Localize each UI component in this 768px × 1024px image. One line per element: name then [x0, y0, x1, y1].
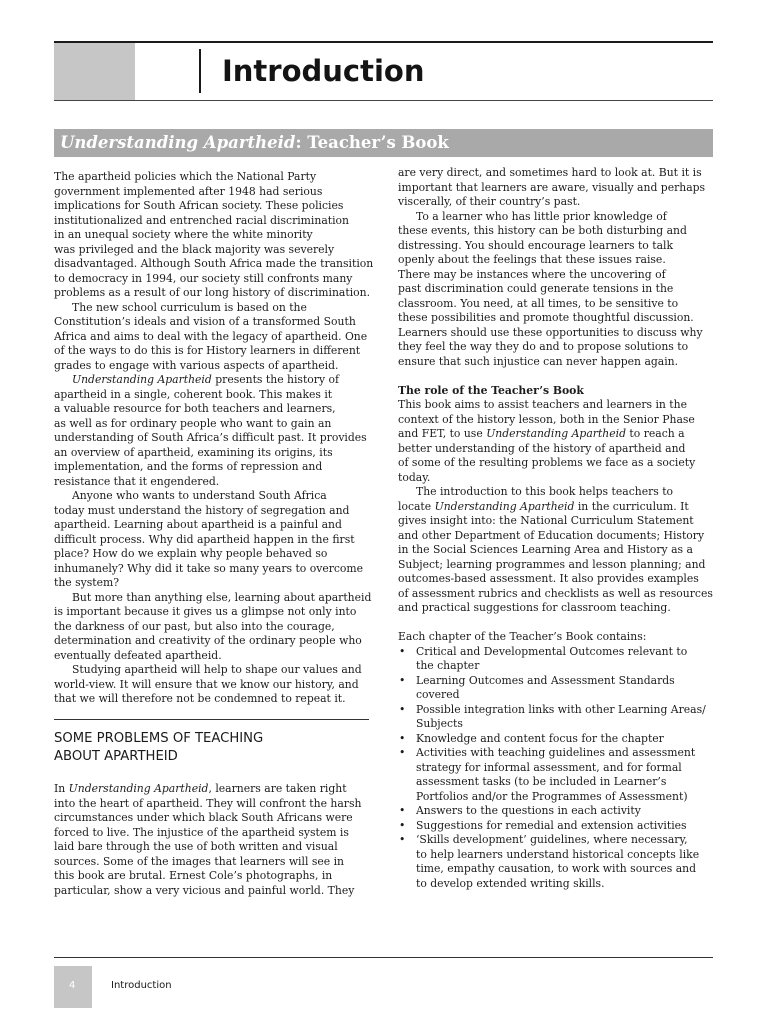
text-run: laid bare through the use of both written and visual	[54, 840, 338, 853]
text-run: , learners are taken right	[208, 782, 347, 795]
text-run: presents the history of	[211, 373, 339, 386]
text-run: and FET, to use	[398, 427, 487, 440]
book-title-italic: Understanding Apartheid	[68, 782, 209, 795]
left-paragraph-line	[54, 518, 372, 533]
text-run: forced to live. The injustice of the apartheid system is	[54, 825, 349, 839]
title-divider	[199, 49, 201, 93]
bullet-icon: •	[399, 673, 406, 687]
text-run: world-view. It will ensure that we know our history, and	[54, 677, 359, 691]
left-paragraph-line	[54, 330, 372, 345]
text-run: implications for South African society. These policies	[54, 199, 344, 212]
text-run: and practical suggestions for classroom teaching.	[398, 601, 671, 614]
text-run: locate	[398, 499, 435, 513]
banner-title-rest: : Teacher’s Book	[295, 133, 449, 152]
right-paragraphs-b	[398, 398, 716, 616]
book-title-italic: Understanding Apartheid	[486, 427, 626, 440]
text-run: difficult process. Why did apartheid happen in the first	[54, 532, 355, 546]
text-run: in the Social Sciences Learning Area and History as a	[398, 543, 693, 556]
text-run: apartheid in a single, coherent book. This makes it	[54, 387, 333, 401]
list-item-line: to help learners understand historical concepts like	[416, 847, 700, 861]
left-paragraph-line	[54, 170, 372, 185]
list-item	[398, 804, 716, 819]
right-column	[398, 166, 716, 891]
role-paragraph-line	[398, 471, 716, 486]
text-run: The new school curriculum is based on the	[72, 300, 307, 314]
text-run: distressing. You should encourage learners to talk	[398, 238, 674, 252]
left-paragraph-line	[54, 272, 372, 287]
text-run: is important because it gives us a glimpse not only into	[54, 605, 357, 618]
left-paragraph-line	[54, 547, 372, 562]
text-run: understanding of South Africa’s difficult past. It provides	[54, 431, 367, 444]
text-run: Subject; learning programmes and lesson planning; and	[398, 557, 706, 571]
bullet-icon: •	[399, 818, 406, 832]
text-run: The apartheid policies which the National Party	[54, 170, 317, 183]
list-item-line: ‘Skills development’ guidelines, where necessary,	[416, 833, 688, 846]
book-title-italic: Understanding Apartheid	[72, 373, 212, 386]
list-item-line: Knowledge and content focus for the chapter	[416, 731, 664, 745]
section-paragraph-line	[54, 826, 372, 841]
text-run: these possibilities and promote thoughtful discussion.	[398, 311, 694, 324]
role-paragraph-line	[398, 543, 716, 558]
text-run: past discrimination could generate tensions in the	[398, 282, 674, 295]
text-run: important that learners are aware, visually and perhaps	[398, 180, 706, 194]
text-run: grades to engage with various aspects of apartheid.	[54, 358, 339, 372]
text-run: Studying apartheid will help to shape our values and	[72, 663, 362, 676]
text-run: Learners should use these opportunities to discuss why	[398, 325, 703, 339]
text-run: Anyone who wants to understand South Africa	[72, 489, 327, 502]
section-rule	[54, 719, 369, 720]
text-run: implementation, and the forms of repression and	[54, 460, 323, 473]
text-run: ensure that such injustice can never happen again.	[398, 354, 679, 368]
left-paragraph-line	[54, 243, 372, 258]
page-title: Introduction	[222, 54, 425, 88]
text-run: that we will therefore not be condemned to repeat it.	[54, 692, 346, 705]
footer-rule	[54, 957, 713, 958]
left-paragraph-line	[54, 315, 372, 330]
right-paragraph-line	[398, 268, 716, 283]
text-run: classroom. You need, at all times, to be sensitive to	[398, 296, 679, 310]
text-run: an overview of apartheid, examining its origins, its	[54, 445, 333, 459]
right-paragraph-line	[398, 253, 716, 268]
left-paragraph-line	[54, 388, 372, 403]
left-paragraph-line	[54, 649, 372, 664]
section-paragraph-line	[54, 797, 372, 812]
list-item	[398, 833, 716, 891]
right-paragraph-line	[398, 166, 716, 181]
text-run: they feel the way they do and to propose solutions to	[398, 340, 689, 353]
left-column	[54, 170, 372, 707]
left-paragraph-line	[54, 257, 372, 272]
left-paragraph-line	[54, 214, 372, 229]
text-run: To a learner who has little prior knowledge of	[416, 209, 667, 223]
text-run: Africa and aims to deal with the legacy of apartheid. One	[54, 329, 368, 343]
role-paragraph-line	[398, 485, 716, 500]
right-paragraph-line	[398, 224, 716, 239]
text-run: the darkness of our past, but also into the courage,	[54, 619, 335, 633]
section-banner	[54, 129, 713, 157]
text-run: inhumanely? Why did it take so many years to overcome	[54, 561, 364, 575]
left-paragraph-line	[54, 373, 372, 388]
list-item-line: Activities with teaching guidelines and assessment	[416, 746, 696, 759]
section-paragraph-line	[54, 884, 372, 899]
left-paragraph-line	[54, 562, 372, 577]
role-paragraph-line	[398, 398, 716, 413]
text-run: place? How do we explain why people behaved so	[54, 547, 328, 560]
role-paragraph-line	[398, 558, 716, 573]
section-paragraph-line	[54, 855, 372, 870]
text-run: apartheid. Learning about apartheid is a painful and	[54, 518, 342, 531]
text-run: determination and creativity of the ordinary people who	[54, 634, 362, 647]
text-run: institutionalized and entrenched racial discrimination	[54, 213, 350, 227]
section-heading-line-1: SOME PROBLEMS OF TEACHING	[54, 731, 264, 746]
bullet-icon: •	[399, 746, 406, 759]
left-paragraph-line	[54, 663, 372, 678]
role-paragraph-line	[398, 427, 716, 442]
text-run: gives insight into: the National Curriculum Statement	[398, 514, 694, 527]
text-run: to reach a	[626, 427, 685, 440]
bullet-icon: •	[399, 731, 406, 745]
text-run: This book aims to assist teachers and learners in the	[398, 398, 687, 411]
text-run: was privileged and the black majority was severely	[54, 242, 335, 256]
text-run: of some of the resulting problems we face as a society	[398, 456, 696, 469]
list-item-line: Subjects	[416, 717, 463, 730]
text-run: the system?	[54, 576, 120, 589]
list-item	[398, 645, 716, 674]
text-run: But more than anything else, learning about apartheid	[72, 590, 372, 604]
text-run: There may be instances where the uncovering of	[398, 267, 666, 281]
text-run: eventually defeated apartheid.	[54, 648, 222, 662]
section-paragraph-line	[54, 782, 372, 797]
text-run: better understanding of the history of apartheid and	[398, 441, 686, 455]
text-run: these events, this history can be both disturbing and	[398, 224, 687, 237]
footer-section-label: Introduction	[111, 980, 172, 991]
right-paragraphs-a	[398, 166, 716, 369]
left-paragraph-line	[54, 692, 372, 707]
left-paragraph-line	[54, 605, 372, 620]
left-paragraph-line	[54, 417, 372, 432]
text-run: a valuable resource for both teachers and learners,	[54, 402, 336, 415]
role-paragraph-line	[398, 514, 716, 529]
left-paragraph-line	[54, 620, 372, 635]
list-item-line: assessment tasks (to be included in Learner’s	[416, 775, 667, 788]
bullet-icon: •	[399, 804, 406, 817]
section-paragraph-line	[54, 811, 372, 826]
section-heading-line-2: ABOUT APARTHEID	[54, 748, 178, 764]
text-run: context of the history lesson, both in the Senior Phase	[398, 412, 695, 426]
banner-title-italic: Understanding Apartheid	[60, 133, 296, 152]
text-run: government implemented after 1948 had serious	[54, 184, 323, 198]
page-number-box	[54, 966, 92, 1008]
left-paragraph-line	[54, 504, 372, 519]
text-run: into the heart of apartheid. They will confront the harsh	[54, 796, 362, 810]
text-run: particular, show a very vicious and painful world. They	[54, 883, 355, 897]
section-paragraph-line	[54, 869, 372, 884]
left-paragraph-line	[54, 359, 372, 374]
text-run: resistance that it engendered.	[54, 474, 220, 488]
role-paragraph-line	[398, 413, 716, 428]
text-run: this book are brutal. Ernest Cole’s photographs, in	[54, 869, 333, 882]
right-paragraph-line	[398, 282, 716, 297]
text-run: problems as a result of our long history of discrimination.	[54, 286, 371, 299]
right-paragraph-line	[398, 210, 716, 225]
text-run: and other Department of Education documents; History	[398, 528, 705, 542]
text-run: to democracy in 1994, our society still confronts many	[54, 271, 353, 285]
text-run: in the curriculum. It	[574, 499, 689, 513]
list-item-line: Suggestions for remedial and extension activities	[416, 818, 687, 832]
list-item	[398, 703, 716, 732]
text-run: In	[54, 782, 69, 795]
bullet-icon: •	[399, 833, 406, 846]
left-paragraph-line	[54, 591, 372, 606]
role-paragraph-line	[398, 601, 716, 616]
role-heading: The role of the Teacher’s Book	[398, 383, 584, 397]
right-paragraph-line	[398, 297, 716, 312]
role-paragraph-line	[398, 456, 716, 471]
text-run: today must understand the history of segregation and	[54, 503, 350, 517]
text-run: are very direct, and sometimes hard to look at. But it is	[398, 166, 702, 179]
left-paragraph-line	[54, 301, 372, 316]
left-paragraph-line	[54, 678, 372, 693]
list-item-line: time, empathy causation, to work with sources and	[416, 862, 697, 875]
right-paragraph-line	[398, 181, 716, 196]
left-paragraph-line	[54, 199, 372, 214]
right-paragraph-line	[398, 326, 716, 341]
left-paragraph-line	[54, 460, 372, 475]
list-item	[398, 819, 716, 834]
list-item-line: Possible integration links with other Learning Areas/	[416, 702, 706, 716]
text-run: openly about the feelings that these issues raise.	[398, 253, 666, 266]
text-run: today.	[398, 470, 431, 484]
list-item	[398, 732, 716, 747]
left-paragraph-line	[54, 431, 372, 446]
left-paragraph-line	[54, 344, 372, 359]
role-paragraph-line	[398, 500, 716, 515]
section-heading	[54, 730, 263, 765]
text-run: of the ways to do this is for History learners in different	[54, 344, 361, 357]
role-paragraph-line	[398, 442, 716, 457]
text-run: outcomes-based assessment. It also provides examples	[398, 572, 699, 585]
list-item-line: strategy for informal assessment, and for formal	[416, 760, 682, 774]
text-run: viscerally, of their country’s past.	[398, 195, 581, 208]
text-run: as well as for ordinary people who want to gain an	[54, 416, 332, 430]
list-item	[398, 674, 716, 703]
list-item	[398, 746, 716, 804]
section-paragraph	[54, 782, 372, 898]
text-run: The introduction to this book helps teachers to	[416, 485, 674, 498]
left-paragraphs	[54, 170, 372, 707]
role-paragraph-line	[398, 572, 716, 587]
book-title-italic: Understanding Apartheid	[434, 499, 575, 513]
text-run: in an unequal society where the white minority	[54, 228, 313, 241]
header-bottom-rule	[54, 100, 713, 101]
text-run: sources. Some of the images that learners will see in	[54, 854, 345, 868]
text-run: of assessment rubrics and checklists as well as resources	[398, 586, 713, 600]
text-run: Constitution’s ideals and vision of a transformed South	[54, 315, 356, 328]
list-item-line: Critical and Developmental Outcomes relevant to	[416, 644, 688, 658]
text-run: disadvantaged. Although South Africa made the transition	[54, 257, 374, 270]
left-paragraph-line	[54, 489, 372, 504]
section-paragraph-line	[54, 840, 372, 855]
top-rule	[54, 41, 713, 43]
right-paragraph-line	[398, 239, 716, 254]
contents-list	[398, 645, 716, 892]
left-paragraph-line	[54, 446, 372, 461]
left-paragraph-line	[54, 286, 372, 301]
page-number: 4	[69, 980, 76, 991]
right-paragraph-line	[398, 340, 716, 355]
bullet-icon: •	[399, 644, 406, 658]
right-paragraph-line	[398, 195, 716, 210]
left-paragraph-line	[54, 228, 372, 243]
right-paragraph-line	[398, 355, 716, 370]
role-paragraph-line	[398, 587, 716, 602]
left-paragraph-line	[54, 185, 372, 200]
list-item-line: covered	[416, 688, 460, 701]
section-body	[54, 782, 372, 898]
left-paragraph-line	[54, 634, 372, 649]
header-grey-block	[54, 43, 135, 100]
list-item-line: Answers to the questions in each activity	[416, 804, 641, 817]
contains-intro: Each chapter of the Teacher’s Book contains:	[398, 630, 647, 643]
list-item-line: Learning Outcomes and Assessment Standards	[416, 673, 675, 687]
left-paragraph-line	[54, 475, 372, 490]
left-paragraph-line	[54, 402, 372, 417]
list-item-line: to develop extended writing skills.	[416, 876, 605, 890]
role-paragraph-line	[398, 529, 716, 544]
list-item-line: Portfolios and/or the Programmes of Assessment)	[416, 789, 688, 803]
right-paragraph-line	[398, 311, 716, 326]
left-paragraph-line	[54, 576, 372, 591]
list-item-line: the chapter	[416, 659, 480, 672]
bullet-icon: •	[399, 702, 406, 716]
text-run: circumstances under which black South Africans were	[54, 811, 353, 824]
left-paragraph-line	[54, 533, 372, 548]
